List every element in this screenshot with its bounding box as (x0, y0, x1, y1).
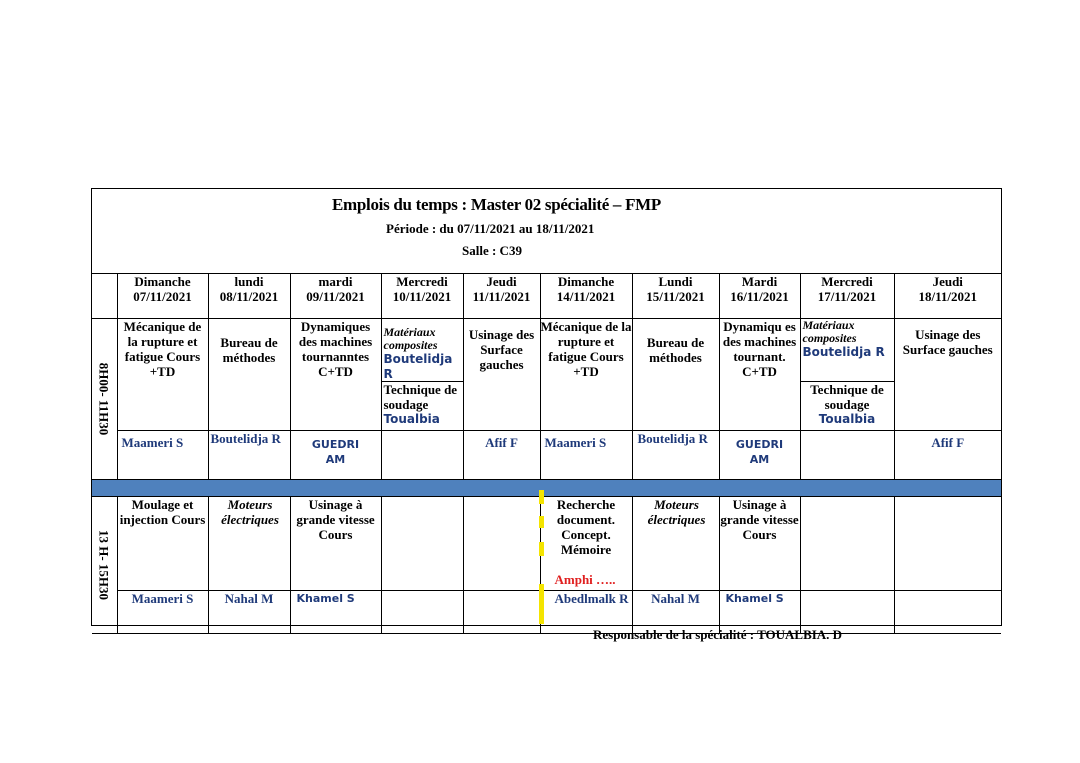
teacher-cell (463, 591, 540, 634)
day-header: Dimanche 07/11/2021 (117, 274, 208, 319)
split-course-cell: Matériaux composites Boutelidja R Technique de soudage Toualbia (381, 319, 463, 431)
day-header: Jeudi 18/11/2021 (894, 274, 1001, 319)
teacher-cell: Maameri S (117, 431, 208, 480)
day-header: Mardi 16/11/2021 (719, 274, 800, 319)
teacher-cell: Nahal M (208, 591, 290, 634)
teacher-cell: Afif F (894, 431, 1001, 480)
day-header: Mercredi 17/11/2021 (800, 274, 894, 319)
morning-course-row (92, 319, 1001, 431)
teacher-cell: Maameri S (540, 431, 632, 480)
course-cell: Bureau de méthodes (208, 319, 290, 431)
teacher-cell: Maameri S (117, 591, 208, 634)
teacher-cell (381, 591, 463, 634)
highlight-marker (539, 490, 544, 504)
teacher-cell: Boutelidja R (208, 431, 290, 480)
course-cell: Recherche document. Concept. Mémoire Amphi ….. (540, 497, 632, 591)
teacher-cell: Khamel S (290, 591, 381, 634)
amphi-label: Amphi ….. (554, 572, 616, 587)
highlight-marker (539, 516, 544, 528)
course-cell: Mécanique de la rupture et fatigue Cours +TD (540, 319, 632, 431)
separator-bar (92, 480, 1001, 497)
course-cell: Dynamiqu es des machines tournant. C+TD (719, 319, 800, 431)
course-cell (463, 497, 540, 591)
course-cell: Dynamiques des machines tournanntes C+TD (290, 319, 381, 431)
course-cell (894, 497, 1001, 591)
morning-teacher-row (92, 431, 1001, 480)
footer-responsible: Responsable de la spécialité : TOUALBIA. D (593, 627, 843, 642)
break-separator-row (92, 480, 1001, 497)
afternoon-time-cell: 13 H- 15H30 (92, 497, 117, 634)
day-header: Jeudi 11/11/2021 (463, 274, 540, 319)
course-cell: Usinage des Surface gauches (894, 319, 1001, 431)
afternoon-teacher-row (92, 591, 1001, 634)
title-block (92, 189, 1001, 274)
day-header-row (92, 274, 1001, 319)
morning-time-cell: 8H00- 11H30 (92, 319, 117, 480)
teacher-cell: Abedlmalk R (540, 591, 632, 634)
schedule-table (92, 274, 1001, 634)
teacher-cell (381, 431, 463, 480)
timetable-title: Emplois du temps : Master 02 spécialité – FMP (332, 195, 661, 214)
course-cell: Usinage des Surface gauches (463, 319, 540, 431)
course-cell: Bureau de méthodes (632, 319, 719, 431)
day-header: mardi 09/11/2021 (290, 274, 381, 319)
highlight-marker (539, 584, 544, 624)
timetable-frame (91, 188, 1002, 626)
course-cell: Moteurs électriques (208, 497, 290, 591)
course-cell (381, 497, 463, 591)
teacher-cell: GUEDRI AM (719, 431, 800, 480)
teacher-cell: GUEDRI AM (290, 431, 381, 480)
day-header: Lundi 15/11/2021 (632, 274, 719, 319)
course-cell: Moteurs électriques (632, 497, 719, 591)
afternoon-course-row (92, 497, 1001, 591)
course-cell: Moulage et injection Cours (117, 497, 208, 591)
course-cell: Usinage à grande vitesse Cours (290, 497, 381, 591)
teacher-cell: Afif F (463, 431, 540, 480)
teacher-cell (894, 591, 1001, 634)
course-cell: Usinage à grande vitesse Cours (719, 497, 800, 591)
period-label: Période : du 07/11/2021 au 18/11/2021 (386, 221, 595, 236)
day-header: Mercredi 10/11/2021 (381, 274, 463, 319)
course-cell: Mécanique de la rupture et fatigue Cours +TD (117, 319, 208, 431)
teacher-cell (800, 431, 894, 480)
corner-cell (92, 274, 117, 319)
day-header: Dimanche 14/11/2021 (540, 274, 632, 319)
course-cell (800, 497, 894, 591)
teacher-cell: Nahal M (632, 591, 719, 634)
teacher-cell: Khamel S (719, 591, 800, 634)
day-header: lundi 08/11/2021 (208, 274, 290, 319)
highlight-marker (539, 542, 544, 556)
room-label: Salle : C39 (462, 243, 522, 258)
teacher-cell: Boutelidja R (632, 431, 719, 480)
split-course-cell: Matériaux composites Boutelidja R Technique de soudage Toualbia (800, 319, 894, 431)
